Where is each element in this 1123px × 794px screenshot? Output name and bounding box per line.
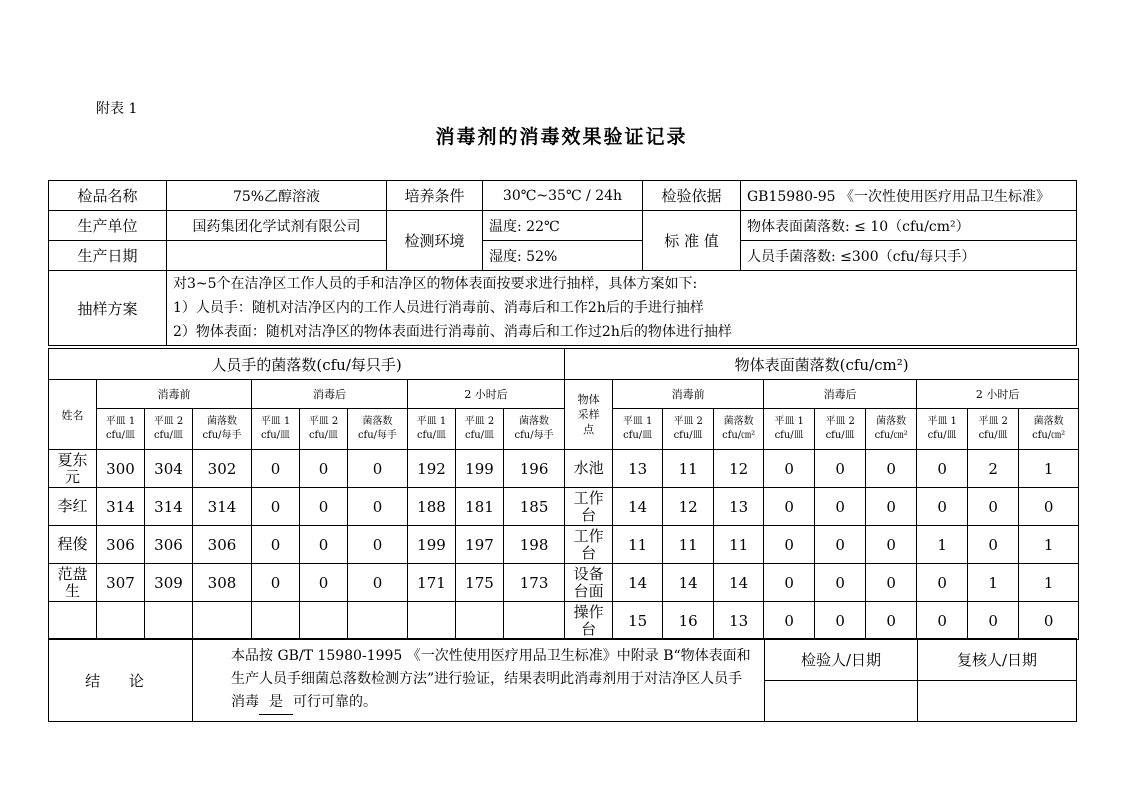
- hand-plate1-header-2: [408, 409, 456, 450]
- hand-count-cell: 0: [252, 526, 300, 564]
- sampling-line-3: 2）物体表面：随机对洁净区的物体表面进行消毒前、消毒后和工作过2h后的物体进行抽样: [173, 324, 732, 340]
- table-row: [49, 564, 1079, 602]
- hand-count-cell: 0: [300, 564, 348, 602]
- surface-count-cell: 11: [613, 526, 663, 564]
- surface-count-cell: 1: [1019, 450, 1079, 488]
- hand-count-cell: 314: [193, 488, 252, 526]
- surface-count-cell: 2: [968, 450, 1019, 488]
- surface-count-cell: 14: [613, 564, 663, 602]
- unit-label: 菌落数: [723, 416, 754, 427]
- person-name: 夏东元: [49, 450, 97, 488]
- hand-count-cell: 0: [348, 488, 408, 526]
- surface-count-cell: 11: [714, 526, 764, 564]
- hand-count-cell: 0: [252, 488, 300, 526]
- surface-count-cell: 0: [815, 564, 866, 602]
- env-label: 检测环境: [387, 211, 483, 271]
- unit-label: 平皿 2: [153, 416, 184, 427]
- surface-count-cell: 0: [764, 564, 815, 602]
- unit-value: cfu/每手: [357, 430, 398, 441]
- unit-value: cfu/㎝²: [1032, 430, 1066, 441]
- unit-label: 平皿 1: [774, 416, 804, 427]
- surface-count-cell: 0: [866, 602, 917, 640]
- unit-label: 平皿 1: [105, 416, 136, 427]
- hand-count-cell: 306: [145, 526, 193, 564]
- basis-label: 检验依据: [643, 181, 741, 211]
- unit-value: cfu/皿: [774, 430, 804, 441]
- hand-count-cell: 307: [97, 564, 145, 602]
- hand-count-cell: [456, 602, 504, 640]
- unit-label: 菌落数: [519, 416, 550, 427]
- hand-colony-header-1: [348, 409, 408, 450]
- hand-count-cell: 196: [504, 450, 565, 488]
- hand-count-cell: 173: [504, 564, 565, 602]
- conclusion-result: 是: [259, 691, 293, 715]
- hand-colony-header-2: [504, 409, 565, 450]
- conclusion-text-main: 本品按 GB/T 15980-1995 《一次性使用医疗用品卫生标准》中附录 B“物体表面和生产人员手细菌总落数检测方法”进行验证，结果表明此消毒剂用于对洁净区人员手消毒: [231, 648, 751, 710]
- surface-count-cell: 0: [815, 450, 866, 488]
- surface-count-cell: 0: [1019, 602, 1079, 640]
- hand-count-cell: [408, 602, 456, 640]
- unit-value: cfu/皿: [464, 430, 495, 441]
- surface-colony-header-1: [866, 409, 917, 450]
- hand-count-cell: [145, 602, 193, 640]
- table-row: [49, 602, 1079, 640]
- surface-count-cell: 1: [1019, 564, 1079, 602]
- unit-label: 平皿 2: [978, 416, 1008, 427]
- surface-count-cell: 0: [866, 526, 917, 564]
- surface-count-cell: 0: [917, 602, 968, 640]
- hand-plate2-header-1: [300, 409, 348, 450]
- hand-count-cell: [97, 602, 145, 640]
- hand-plate1-header-1: [252, 409, 300, 450]
- hand-count-cell: 181: [456, 488, 504, 526]
- hand-after-header: 消毒后: [252, 380, 408, 409]
- unit-value: cfu/皿: [416, 430, 447, 441]
- hand-count-cell: 0: [348, 564, 408, 602]
- surface-count-cell: 0: [815, 602, 866, 640]
- hand-count-cell: 192: [408, 450, 456, 488]
- hand-count-cell: 0: [300, 526, 348, 564]
- sampling-line-2: 1）人员手：随机对洁净区内的工作人员进行消毒前、消毒后和工作2h后的手进行抽样: [173, 300, 704, 316]
- surface-count-cell: 0: [968, 602, 1019, 640]
- surface-count-cell: 16: [663, 602, 714, 640]
- surface-count-title: 物体表面菌落数(cfu/cm²): [565, 349, 1079, 380]
- surface-colony-header-0: [714, 409, 764, 450]
- unit-value: cfu/皿: [105, 430, 136, 441]
- surface-count-cell: 0: [866, 564, 917, 602]
- culture-label: 培养条件: [387, 181, 483, 211]
- hand-plate2-header-2: [456, 409, 504, 450]
- hand-count-cell: 306: [193, 526, 252, 564]
- hand-colony-header-0: [193, 409, 252, 450]
- hand-plate1-header-0: [97, 409, 145, 450]
- unit-value: cfu/㎝²: [874, 430, 908, 441]
- hand-count-cell: 302: [193, 450, 252, 488]
- sample-name-label: 检品名称: [49, 181, 167, 211]
- std-surface-value: 物体表面菌落数: ≤ 10（cfu/cm²）: [741, 211, 1077, 241]
- sampling-line-1: 对3~5个在洁净区工作人员的手和洁净区的物体表面按要求进行抽样，具体方案如下:: [173, 276, 698, 292]
- surface-plate1-header-2: [917, 409, 968, 450]
- sampling-plan: [167, 271, 1077, 346]
- hand-count-title: 人员手的菌落数(cfu/每只手): [49, 349, 565, 380]
- unit-label: 菌落数: [1033, 416, 1064, 427]
- hand-2h-header: 2 小时后: [408, 380, 565, 409]
- hand-count-cell: 175: [456, 564, 504, 602]
- unit-value: cfu/皿: [673, 430, 703, 441]
- conclusion-label: 结 论: [49, 639, 193, 722]
- surface-count-cell: 0: [917, 564, 968, 602]
- surface-count-cell: 0: [866, 488, 917, 526]
- surface-count-cell: 0: [917, 450, 968, 488]
- hand-count-cell: [504, 602, 565, 640]
- basis-value: GB15980-95 《一次性使用医疗用品卫生标准》: [741, 181, 1077, 211]
- name-header: 姓名: [49, 380, 97, 450]
- unit-value: cfu/㎝²: [722, 430, 756, 441]
- info-table: [48, 180, 1077, 346]
- person-name: 范盘生: [49, 564, 97, 602]
- hand-count-cell: [193, 602, 252, 640]
- unit-label: 平皿 2: [825, 416, 855, 427]
- counts-table: [48, 348, 1079, 640]
- surface-count-cell: 12: [663, 488, 714, 526]
- unit-label: 平皿 1: [416, 416, 447, 427]
- sample-name-value: 75%乙醇溶液: [167, 181, 387, 211]
- sampling-point: 工作台: [565, 526, 613, 564]
- surface-2h-header: 2 小时后: [917, 380, 1079, 409]
- hand-count-cell: 314: [145, 488, 193, 526]
- unit-value: cfu/皿: [308, 430, 339, 441]
- hand-count-cell: [348, 602, 408, 640]
- sampling-point: 操作台: [565, 602, 613, 640]
- hand-count-cell: 188: [408, 488, 456, 526]
- hand-count-cell: 306: [97, 526, 145, 564]
- unit-label: 菌落数: [207, 416, 237, 427]
- surface-plate2-header-0: [663, 409, 714, 450]
- inspector-label: 检验人/日期: [765, 639, 918, 681]
- surface-plate1-header-0: [613, 409, 663, 450]
- conclusion-table: [48, 638, 1077, 722]
- surface-count-cell: 0: [764, 488, 815, 526]
- unit-label: 平皿 1: [260, 416, 291, 427]
- person-name: 李红: [49, 488, 97, 526]
- hand-count-cell: 304: [145, 450, 193, 488]
- unit-value: cfu/皿: [825, 430, 855, 441]
- surface-colony-header-2: [1019, 409, 1079, 450]
- surface-count-cell: 1: [1019, 526, 1079, 564]
- surface-count-cell: 14: [613, 488, 663, 526]
- surface-count-cell: 0: [1019, 488, 1079, 526]
- surface-count-cell: 0: [917, 488, 968, 526]
- surface-count-cell: 13: [714, 488, 764, 526]
- unit-label: 平皿 1: [927, 416, 957, 427]
- hand-count-cell: 0: [300, 450, 348, 488]
- surface-count-cell: 11: [663, 450, 714, 488]
- humidity-value: 湿度: 52%: [483, 241, 643, 271]
- surface-count-cell: 14: [714, 564, 764, 602]
- unit-value: cfu/皿: [927, 430, 957, 441]
- unit-label: 平皿 2: [673, 416, 703, 427]
- temperature-value: 温度: 22℃: [483, 211, 643, 241]
- sampling-point-header: 物体采样点: [565, 380, 613, 450]
- sampling-point: 水池: [565, 450, 613, 488]
- page-title: 消毒剂的消毒效果验证记录: [435, 126, 688, 148]
- producer-label: 生产单位: [49, 211, 167, 241]
- unit-value: cfu/皿: [260, 430, 291, 441]
- hand-count-cell: 0: [348, 450, 408, 488]
- surface-count-cell: 0: [866, 450, 917, 488]
- hand-count-cell: 308: [193, 564, 252, 602]
- reviewer-signature: [918, 680, 1077, 722]
- hand-before-header: 消毒前: [97, 380, 252, 409]
- surface-count-cell: 0: [815, 488, 866, 526]
- hand-count-cell: 199: [456, 450, 504, 488]
- culture-value: 30℃~35℃ / 24h: [483, 181, 643, 211]
- unit-label: 菌落数: [362, 416, 393, 427]
- person-name: [49, 602, 97, 640]
- hand-count-cell: 0: [252, 564, 300, 602]
- producer-value: 国药集团化学试剂有限公司: [167, 211, 387, 241]
- table-row: [49, 450, 1079, 488]
- hand-count-cell: 0: [348, 526, 408, 564]
- prod-date-label: 生产日期: [49, 241, 167, 271]
- unit-value: cfu/每手: [514, 430, 554, 441]
- table-row: [49, 526, 1079, 564]
- surface-count-cell: 11: [663, 526, 714, 564]
- person-name: 程俊: [49, 526, 97, 564]
- surface-count-cell: 0: [764, 526, 815, 564]
- std-hand-value: 人员手菌落数: ≤300（cfu/每只手）: [741, 241, 1077, 271]
- surface-count-cell: 1: [968, 564, 1019, 602]
- surface-count-cell: 0: [764, 450, 815, 488]
- prod-date-value: [167, 241, 387, 271]
- hand-count-cell: [300, 602, 348, 640]
- surface-count-cell: 12: [714, 450, 764, 488]
- unit-label: 菌落数: [876, 416, 907, 427]
- reviewer-label: 复核人/日期: [918, 639, 1077, 681]
- hand-count-cell: [252, 602, 300, 640]
- surface-before-header: 消毒前: [613, 380, 764, 409]
- surface-count-cell: 15: [613, 602, 663, 640]
- hand-plate2-header-0: [145, 409, 193, 450]
- hand-count-cell: 197: [456, 526, 504, 564]
- surface-count-cell: 0: [968, 526, 1019, 564]
- surface-plate1-header-1: [764, 409, 815, 450]
- surface-count-cell: 0: [968, 488, 1019, 526]
- appendix-label: 附表 1: [96, 101, 138, 117]
- table-row: [49, 488, 1079, 526]
- sampling-label: 抽样方案: [49, 271, 167, 346]
- hand-count-cell: 314: [97, 488, 145, 526]
- hand-count-cell: 0: [252, 450, 300, 488]
- unit-label: 平皿 1: [622, 416, 653, 427]
- surface-plate2-header-1: [815, 409, 866, 450]
- inspector-signature: [765, 680, 918, 722]
- sampling-point: 设备台面: [565, 564, 613, 602]
- surface-count-cell: 13: [714, 602, 764, 640]
- hand-count-cell: 300: [97, 450, 145, 488]
- surface-count-cell: 0: [764, 602, 815, 640]
- surface-count-cell: 14: [663, 564, 714, 602]
- surface-plate2-header-2: [968, 409, 1019, 450]
- unit-label: 平皿 2: [308, 416, 339, 427]
- hand-count-cell: 309: [145, 564, 193, 602]
- surface-count-cell: 0: [815, 526, 866, 564]
- hand-count-cell: 185: [504, 488, 565, 526]
- hand-count-cell: 171: [408, 564, 456, 602]
- unit-label: 平皿 2: [464, 416, 495, 427]
- sampling-point: 工作台: [565, 488, 613, 526]
- conclusion-text: [193, 639, 765, 722]
- hand-count-cell: 0: [300, 488, 348, 526]
- surface-after-header: 消毒后: [764, 380, 917, 409]
- unit-value: cfu/皿: [978, 430, 1008, 441]
- hand-count-cell: 198: [504, 526, 565, 564]
- unit-value: cfu/皿: [623, 430, 653, 441]
- conclusion-text-end: 可行可靠的。: [293, 694, 377, 710]
- unit-value: cfu/每手: [202, 430, 242, 441]
- standard-label: 标 准 值: [643, 211, 741, 271]
- hand-count-cell: 199: [408, 526, 456, 564]
- surface-count-cell: 1: [917, 526, 968, 564]
- surface-count-cell: 13: [613, 450, 663, 488]
- unit-value: cfu/皿: [153, 430, 184, 441]
